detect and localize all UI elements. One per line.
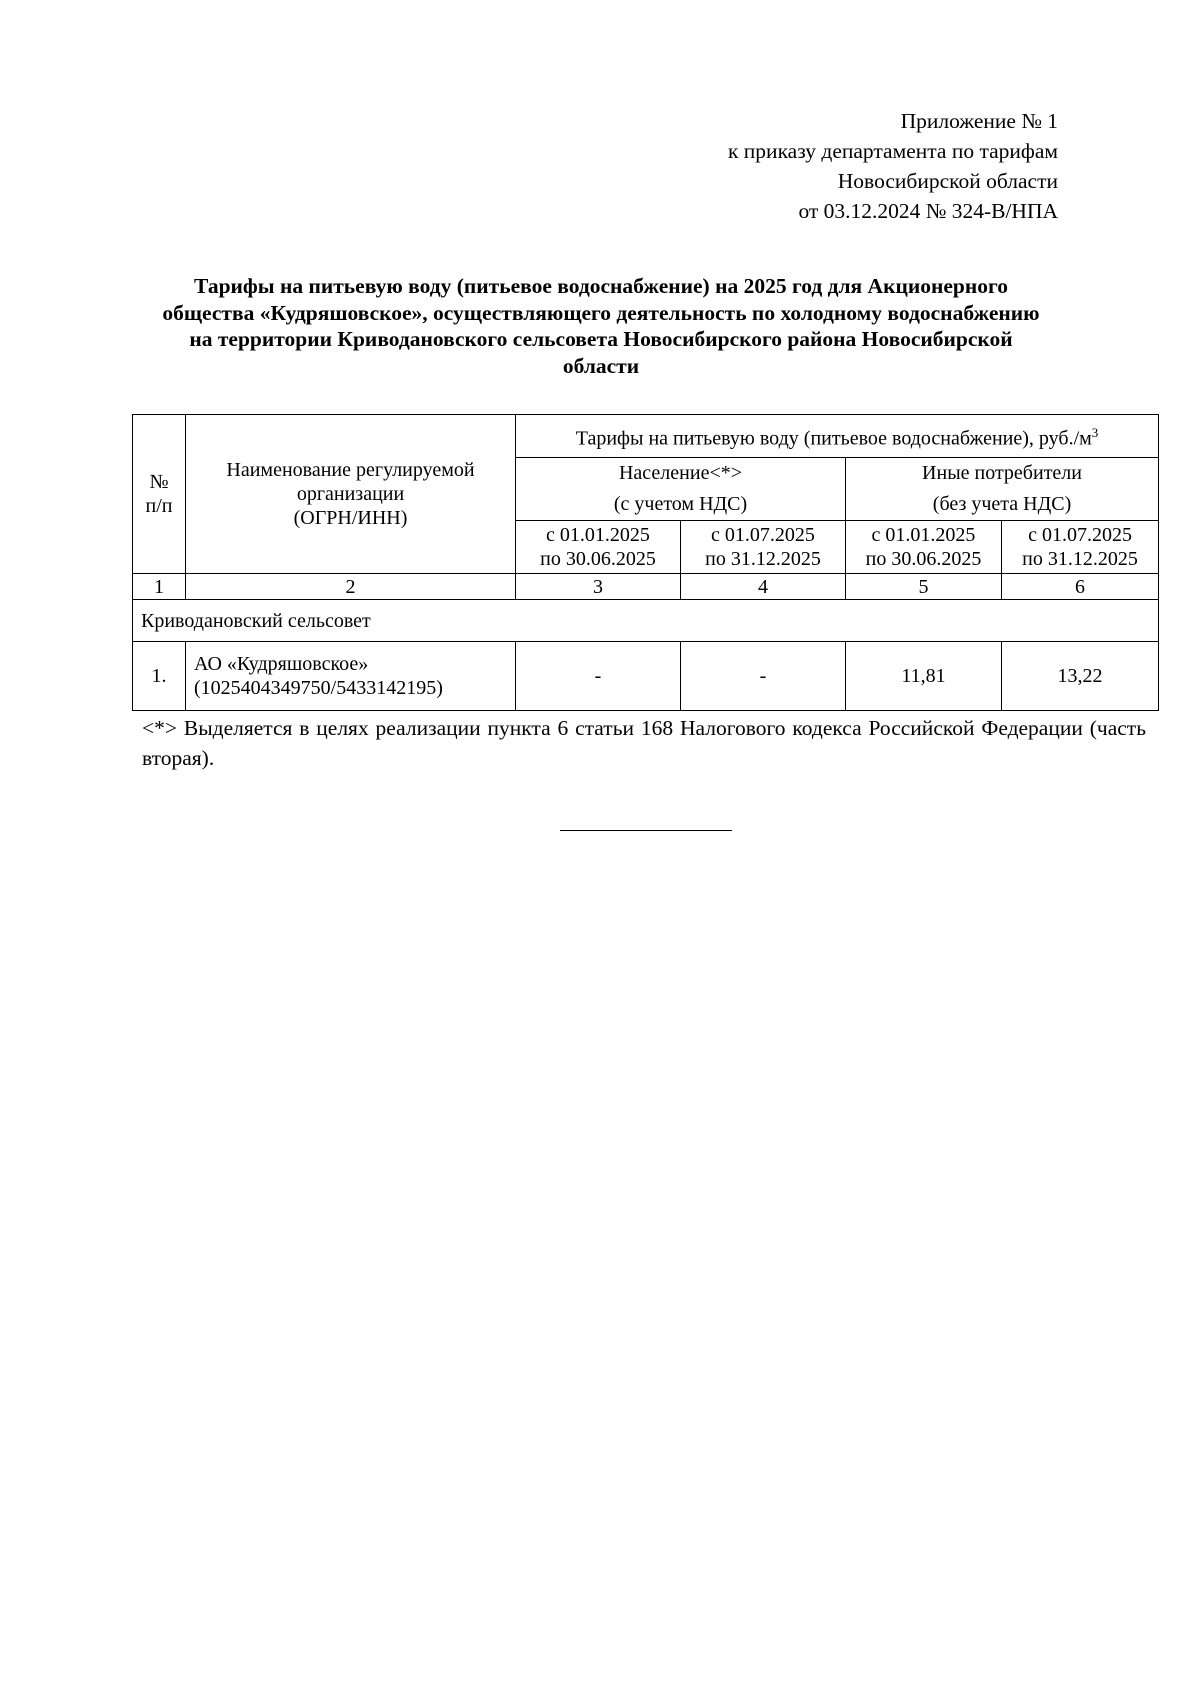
tariffs-table	[132, 414, 1159, 711]
column-number-cell: 3	[516, 574, 681, 600]
appendix-line: от 03.12.2024 № 324-В/НПА	[798, 199, 1058, 223]
column-number-row	[133, 574, 1159, 600]
header-cell-organization: Наименование регулируемой организации (ОГРН/ИНН)	[186, 415, 516, 574]
header-cell-period: с 01.01.2025 по 30.06.2025	[846, 521, 1002, 574]
appendix-header	[728, 106, 1058, 226]
column-number-cell: 2	[186, 574, 516, 600]
header-cell-period: с 01.07.2025 по 31.12.2025	[1002, 521, 1159, 574]
table-row	[133, 642, 1159, 711]
footnote: <*> Выделяется в целях реализации пункта 6 статьи 168 Налогового кодекса Российской Федерации (часть вторая).	[142, 716, 1146, 770]
header-cell-other-consumers: Иные потребители (без учета НДС)	[846, 458, 1159, 521]
header-cell-period: с 01.01.2025 по 30.06.2025	[516, 521, 681, 574]
header-cell-population: Население<*> (с учетом НДС)	[516, 458, 846, 521]
organization-cell: АО «Кудряшовское» (1025404349750/5433142195)	[186, 642, 516, 711]
section-row	[133, 600, 1159, 642]
header-cell-period: с 01.07.2025 по 31.12.2025	[681, 521, 846, 574]
title-line: общества «Кудряшовское», осуществляющего деятельность по холодному водоснабжению	[162, 300, 1040, 325]
appendix-line: Новосибирской области	[837, 169, 1058, 193]
end-divider	[560, 830, 732, 831]
column-number-cell: 1	[133, 574, 186, 600]
appendix-line: Приложение № 1	[900, 109, 1058, 133]
appendix-line: к приказу департамента по тарифам	[727, 139, 1058, 163]
tariff-cell-other-h2: 13,22	[1002, 642, 1159, 711]
section-cell: Криводановский сельсовет	[133, 600, 1159, 642]
header-cell-tariffs: Тарифы на питьевую воду (питьевое водоснабжение), $руб./м^3$	[516, 415, 1159, 458]
tariff-cell-other-h1: 11,81	[846, 642, 1002, 711]
header-row	[133, 415, 1159, 458]
column-number-cell: 4	[681, 574, 846, 600]
column-number-cell: 5	[846, 574, 1002, 600]
row-number-cell: 1.	[133, 642, 186, 711]
tariff-cell-population-h2: -	[681, 642, 846, 711]
title-line: области	[562, 353, 640, 378]
title-line: на территории Криводановского сельсовета Новосибирского района Новосибирской	[189, 327, 1013, 351]
tariff-cell-population-h1: -	[516, 642, 681, 711]
title-line: Тарифы на питьевую воду (питьевое водоснабжение) на 2025 год для Акционерного	[194, 274, 1008, 298]
document-title	[132, 273, 1070, 379]
column-number-cell: 6	[1002, 574, 1159, 600]
header-cell-number: № п/п	[133, 415, 186, 574]
